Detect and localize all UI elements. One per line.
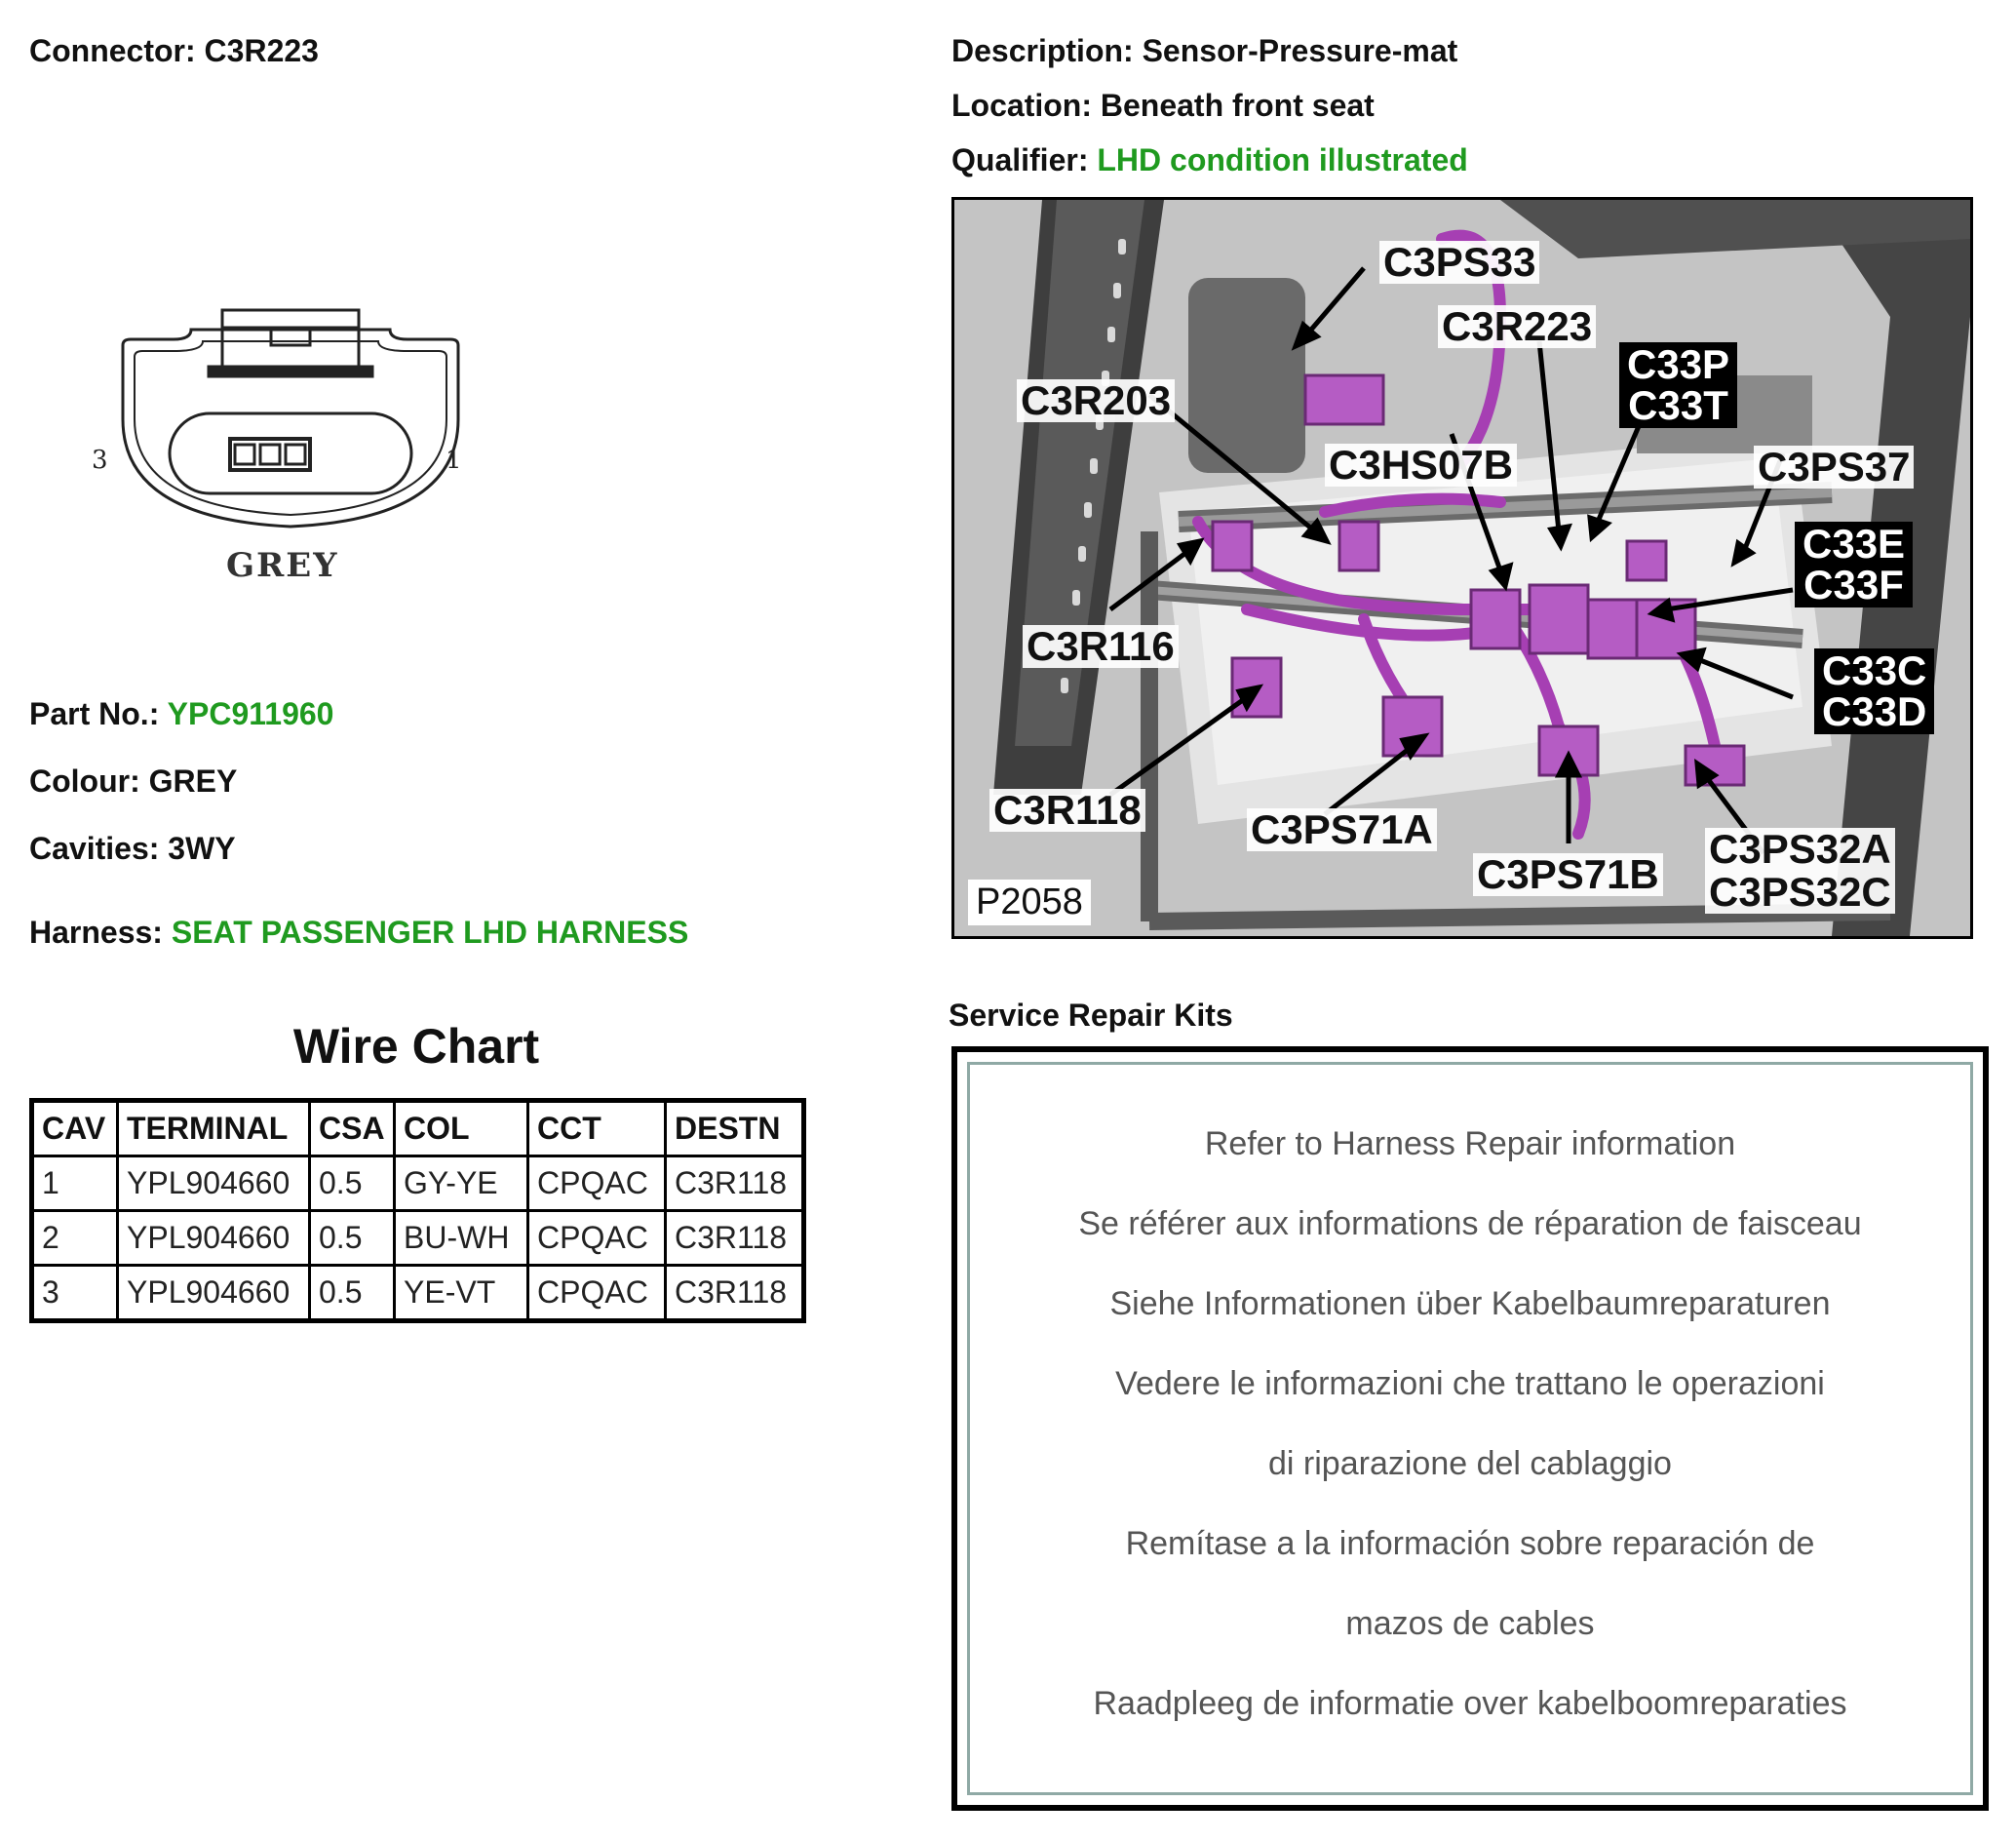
cell-cav: 2 <box>32 1211 118 1266</box>
harness-field <box>29 915 688 951</box>
callout-c3ps71b: C3PS71B <box>1473 853 1663 896</box>
harness-label: Harness: <box>29 915 163 950</box>
description-value: Sensor-Pressure-mat <box>1142 33 1458 68</box>
table-row <box>32 1266 804 1321</box>
cell-terminal: YPL904660 <box>118 1156 310 1211</box>
callout-c3ps32c: C3PS32C <box>1709 869 1891 915</box>
service-repair-kits-inner-frame <box>967 1062 1973 1795</box>
col-header-cav: CAV <box>32 1101 118 1156</box>
cell-csa: 0.5 <box>310 1156 395 1211</box>
cell-cav: 1 <box>32 1156 118 1211</box>
cell-csa: 0.5 <box>310 1266 395 1321</box>
callout-c33t: C33T <box>1628 382 1728 428</box>
cell-cav: 3 <box>32 1266 118 1321</box>
colour-field <box>29 764 237 800</box>
pin-label-right: 1 <box>446 446 462 475</box>
callout-c3r116: C3R116 <box>1023 625 1179 668</box>
wire-chart-header-row <box>32 1101 804 1156</box>
service-repair-kits-box <box>951 1046 1989 1811</box>
callout-c3ps37: C3PS37 <box>1754 446 1914 489</box>
col-header-terminal: TERMINAL <box>118 1101 310 1156</box>
location-photo <box>951 197 1973 939</box>
cell-cct: CPQAC <box>528 1266 666 1321</box>
cell-terminal: YPL904660 <box>118 1266 310 1321</box>
connector-face-diagram <box>115 302 466 536</box>
pin-label-left: 3 <box>92 446 108 475</box>
cavities-field <box>29 831 236 867</box>
callout-c3r223: C3R223 <box>1438 305 1596 348</box>
callout-c3r118: C3R118 <box>989 789 1145 832</box>
figure-id: P2058 <box>968 880 1091 925</box>
kit-line-fr: Se référer aux informations de réparation de faisceau <box>1078 1205 1862 1242</box>
cell-terminal: YPL904660 <box>118 1211 310 1266</box>
table-row <box>32 1156 804 1211</box>
callout-c33p-c33t <box>1619 342 1737 428</box>
callout-c33f: C33F <box>1803 562 1904 607</box>
harness-value: SEAT PASSENGER LHD HARNESS <box>171 915 689 950</box>
description-field <box>951 33 1457 69</box>
qualifier-value: LHD condition illustrated <box>1097 142 1468 177</box>
cavities-value: 3WY <box>168 831 236 866</box>
table-row <box>32 1211 804 1266</box>
part-no-label: Part No.: <box>29 696 160 731</box>
cell-destn: C3R118 <box>666 1156 804 1211</box>
cell-col: BU-WH <box>395 1211 528 1266</box>
callout-c33e: C33E <box>1803 521 1906 567</box>
cell-destn: C3R118 <box>666 1266 804 1321</box>
qualifier-field <box>951 142 1468 178</box>
col-header-cct: CCT <box>528 1101 666 1156</box>
callout-c33c-c33d <box>1814 648 1934 734</box>
location-field <box>951 88 1375 124</box>
cell-csa: 0.5 <box>310 1211 395 1266</box>
connector-colour-label: GREY <box>226 546 339 585</box>
cell-col: YE-VT <box>395 1266 528 1321</box>
callout-c3ps32a-c3ps32c <box>1705 828 1895 914</box>
col-header-destn: DESTN <box>666 1101 804 1156</box>
callout-c33c: C33C <box>1822 647 1927 693</box>
wire-chart-table <box>29 1098 806 1323</box>
colour-label: Colour: <box>29 764 140 799</box>
col-header-csa: CSA <box>310 1101 395 1156</box>
location-value: Beneath front seat <box>1100 88 1375 123</box>
part-no-value: YPC911960 <box>167 696 334 731</box>
cell-col: GY-YE <box>395 1156 528 1211</box>
callout-c3r203: C3R203 <box>1017 379 1175 422</box>
col-header-col: COL <box>395 1101 528 1156</box>
service-repair-kits-title: Service Repair Kits <box>949 998 1233 1033</box>
callout-c3ps71a: C3PS71A <box>1247 808 1437 851</box>
part-no-field <box>29 696 333 732</box>
callout-c3hs07b: C3HS07B <box>1325 444 1517 487</box>
callout-c3ps32a: C3PS32A <box>1709 826 1891 872</box>
wire-chart-title: Wire Chart <box>292 1019 540 1074</box>
cell-destn: C3R118 <box>666 1211 804 1266</box>
cavities-label: Cavities: <box>29 831 160 866</box>
kit-line-it-1: Vedere le informazioni che trattano le operazioni <box>1115 1365 1825 1402</box>
location-label: Location: <box>951 88 1092 123</box>
cell-cct: CPQAC <box>528 1211 666 1266</box>
kit-line-es-1: Remítase a la información sobre reparación de <box>1125 1525 1815 1562</box>
kit-line-nl: Raadpleeg de informatie over kabelboomreparaties <box>1093 1685 1847 1722</box>
connector-field <box>29 33 319 69</box>
callout-c33p: C33P <box>1627 341 1730 387</box>
kit-line-it-2: di riparazione del cablaggio <box>1268 1445 1672 1482</box>
connector-value: C3R223 <box>204 33 319 68</box>
connector-label: Connector: <box>29 33 196 68</box>
cell-cct: CPQAC <box>528 1156 666 1211</box>
colour-value: GREY <box>148 764 238 799</box>
kit-line-es-2: mazos de cables <box>1345 1605 1595 1642</box>
callout-c3ps33: C3PS33 <box>1379 241 1539 284</box>
callout-c33e-c33f <box>1795 522 1913 607</box>
qualifier-label: Qualifier: <box>951 142 1089 177</box>
description-label: Description: <box>951 33 1134 68</box>
kit-line-de: Siehe Informationen über Kabelbaumreparaturen <box>1109 1285 1831 1322</box>
kit-line-en: Refer to Harness Repair information <box>1204 1125 1736 1162</box>
callout-c33d: C33D <box>1822 688 1927 734</box>
